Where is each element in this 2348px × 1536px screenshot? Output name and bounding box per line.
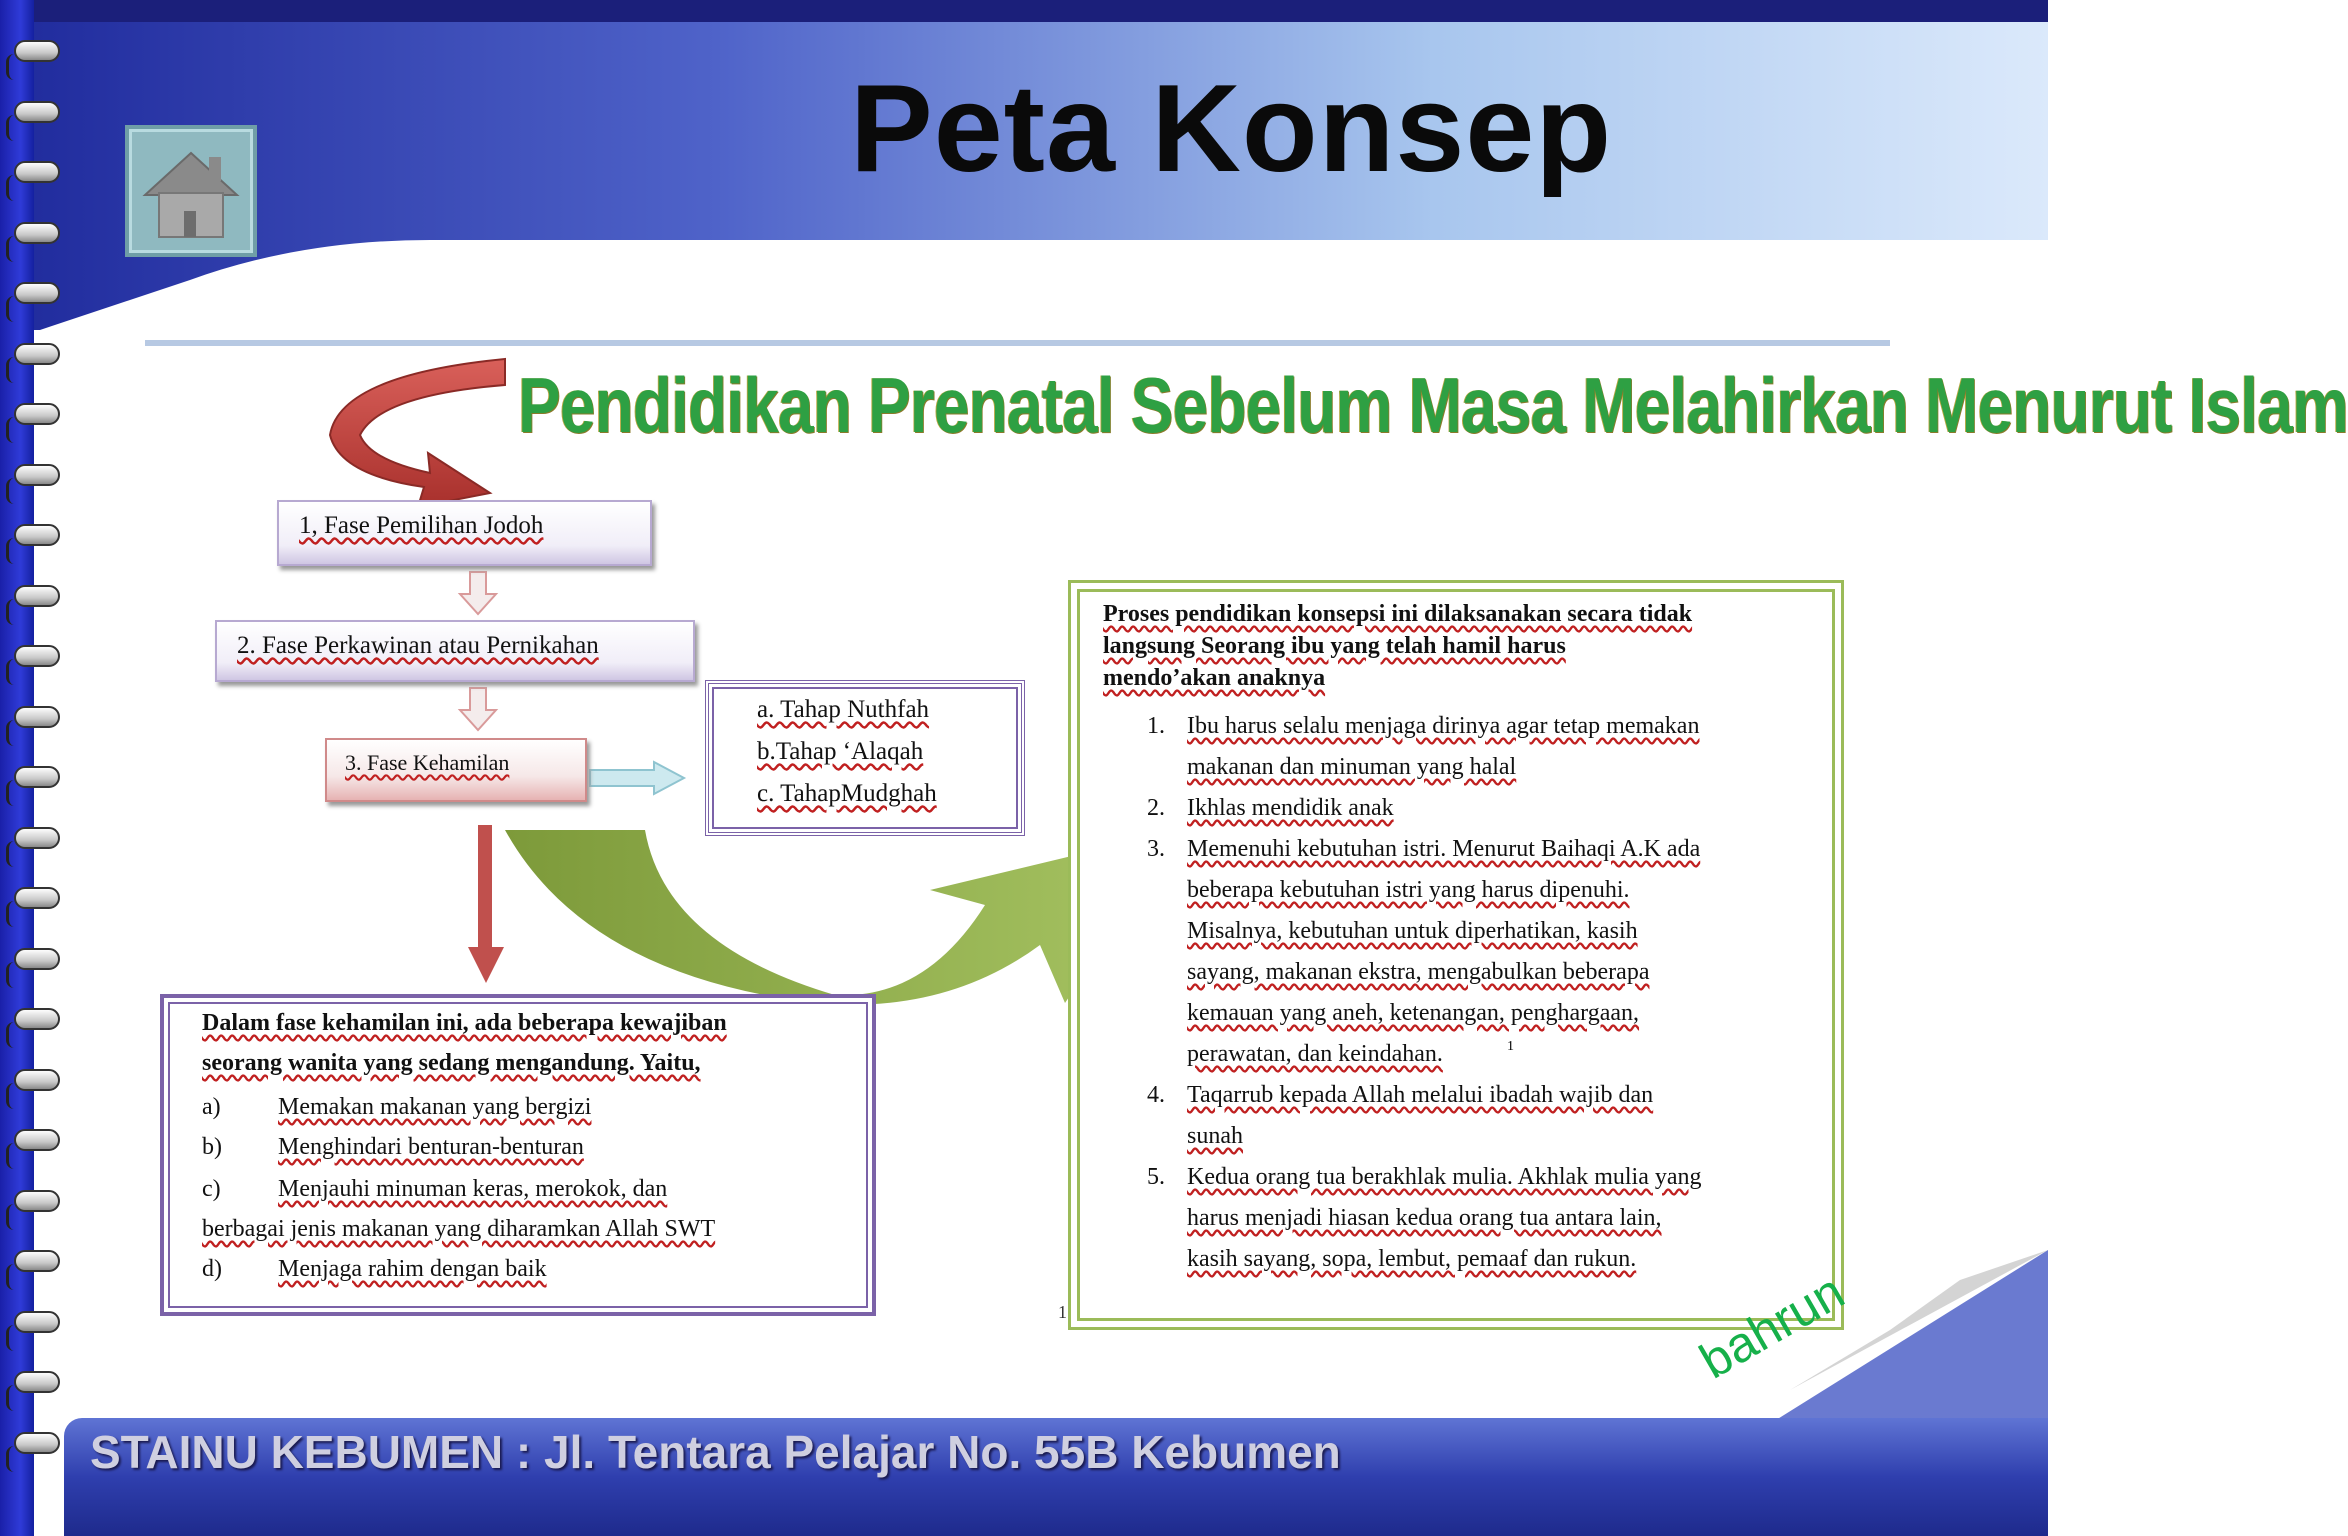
list-item: Memenuhi kebutuhan istri. Menurut Baihaqi A.K ada — [1187, 836, 1701, 862]
spiral-hook — [6, 357, 23, 383]
list-number: 2. — [1147, 795, 1165, 821]
spiral-hook — [6, 720, 23, 746]
spiral-hook — [6, 1264, 23, 1290]
list-item: Ikhlas mendidik anak — [1187, 795, 1394, 821]
list-item: harus menjadi hiasan kedua orang tua antara lain, — [1187, 1205, 1662, 1231]
spiral-rings — [0, 0, 70, 1536]
proses-box — [1068, 580, 1844, 1330]
spiral-hook — [6, 175, 23, 201]
diagram-title: Pendidikan Prenatal Sebelum Masa Melahirkan Menurut Islam — [518, 361, 2348, 449]
kewajiban-box — [160, 994, 876, 1316]
spiral-hook — [6, 1446, 23, 1472]
home-icon — [129, 129, 253, 253]
spiral-hook — [6, 780, 23, 806]
list-number: 1. — [1147, 713, 1165, 739]
right-arrow-to-tahap — [588, 760, 688, 796]
list-item: Misalnya, kebutuhan untuk diperhatikan, kasih — [1187, 918, 1638, 944]
page-marker: 1 — [1058, 1302, 1067, 1322]
spiral-hook — [6, 962, 23, 988]
list-item: sunah — [1187, 1123, 1243, 1149]
proses-intro: Proses pendidikan konsepsi ini dilaksanakan secara tidak — [1103, 601, 1693, 627]
down-arrow-2 — [458, 688, 498, 732]
curved-red-arrow — [320, 355, 520, 510]
list-number: 5. — [1147, 1164, 1165, 1190]
list-item: makanan dan minuman yang halal — [1187, 754, 1517, 780]
page-title: Peta Konsep — [850, 60, 1613, 198]
list-item: Ibu harus selalu menjaga dirinya agar tetap memakan — [1187, 713, 1700, 739]
spiral-hook — [6, 659, 23, 685]
spiral-hook — [6, 841, 23, 867]
down-arrow-1 — [458, 572, 498, 616]
spiral-hook — [6, 54, 23, 80]
spiral-hook — [6, 296, 23, 322]
footnote-superscript: 1 — [1507, 1039, 1514, 1054]
spiral-hook — [6, 417, 23, 443]
spiral-hook — [6, 1143, 23, 1169]
red-down-arrow — [466, 825, 506, 985]
list-item: Menghindari benturan-benturan — [278, 1134, 584, 1160]
spiral-hook — [6, 1325, 23, 1351]
list-item: beberapa kebutuhan istri yang harus dipenuhi. — [1187, 877, 1630, 903]
list-item: Taqarrub kepada Allah melalui ibadah wajib dan — [1187, 1082, 1654, 1108]
spiral-hook — [6, 1022, 23, 1048]
spiral-hook — [6, 599, 23, 625]
list-item: kemauan yang aneh, ketenangan, penghargaan, — [1187, 1000, 1640, 1026]
list-item: Kedua orang tua berakhlak mulia. Akhlak mulia yang — [1187, 1164, 1702, 1190]
list-marker: b) — [202, 1134, 222, 1160]
list-item: Menjaga rahim dengan baik — [278, 1256, 547, 1282]
list-number: 4. — [1147, 1082, 1165, 1108]
list-item: sayang, makanan ekstra, mengabulkan beberapa — [1187, 959, 1650, 985]
spiral-hook — [6, 538, 23, 564]
tahap-box — [705, 680, 1025, 836]
list-marker: c) — [202, 1176, 221, 1202]
spiral-hook — [6, 901, 23, 927]
phase-box-2: 2. Fase Perkawinan atau Pernikahan — [215, 620, 695, 682]
list-item-continued: berbagai jenis makanan yang diharamkan Allah SWT — [202, 1216, 716, 1242]
spiral-hook — [6, 1083, 23, 1109]
footer-address: STAINU KEBUMEN : Jl. Tentara Pelajar No. 55B Kebumen — [90, 1426, 1341, 1478]
list-item: Memakan makanan yang bergizi — [278, 1094, 592, 1120]
list-item: kasih sayang, sopa, lembut, pemaaf dan rukun. — [1187, 1246, 1637, 1272]
proses-intro: mendo’akan anaknya — [1103, 665, 1326, 691]
list-number: 3. — [1147, 836, 1165, 862]
home-button[interactable] — [125, 125, 257, 257]
list-marker: a) — [202, 1094, 221, 1120]
phase-box-3: 3. Fase Kehamilan — [325, 738, 587, 802]
list-item: Menjauhi minuman keras, merokok, dan — [278, 1176, 668, 1202]
spiral-hook — [6, 1204, 23, 1230]
proses-intro: langsung Seorang ibu yang telah hamil harus — [1103, 633, 1566, 659]
kewajiban-intro: Dalam fase kehamilan ini, ada beberapa kewajiban — [202, 1010, 727, 1036]
spiral-hook — [6, 478, 23, 504]
list-item: perawatan, dan keindahan. — [1187, 1041, 1443, 1067]
spiral-hook — [6, 115, 23, 141]
kewajiban-intro: seorang wanita yang sedang mengandung. Yaitu, — [202, 1050, 701, 1076]
list-marker: d) — [202, 1256, 222, 1282]
spiral-hook — [6, 1385, 23, 1411]
tahap-item: b.Tahap ‘Alaqah — [757, 738, 924, 765]
tahap-item: c. TahapMudghah — [757, 780, 937, 807]
author-watermark: bahrun — [1690, 1263, 1854, 1390]
spiral-hook — [6, 236, 23, 262]
phase-box-1: 1, Fase Pemilihan Jodoh — [277, 500, 652, 566]
tahap-item: a. Tahap Nuthfah — [757, 696, 930, 723]
title-divider — [145, 340, 1890, 346]
